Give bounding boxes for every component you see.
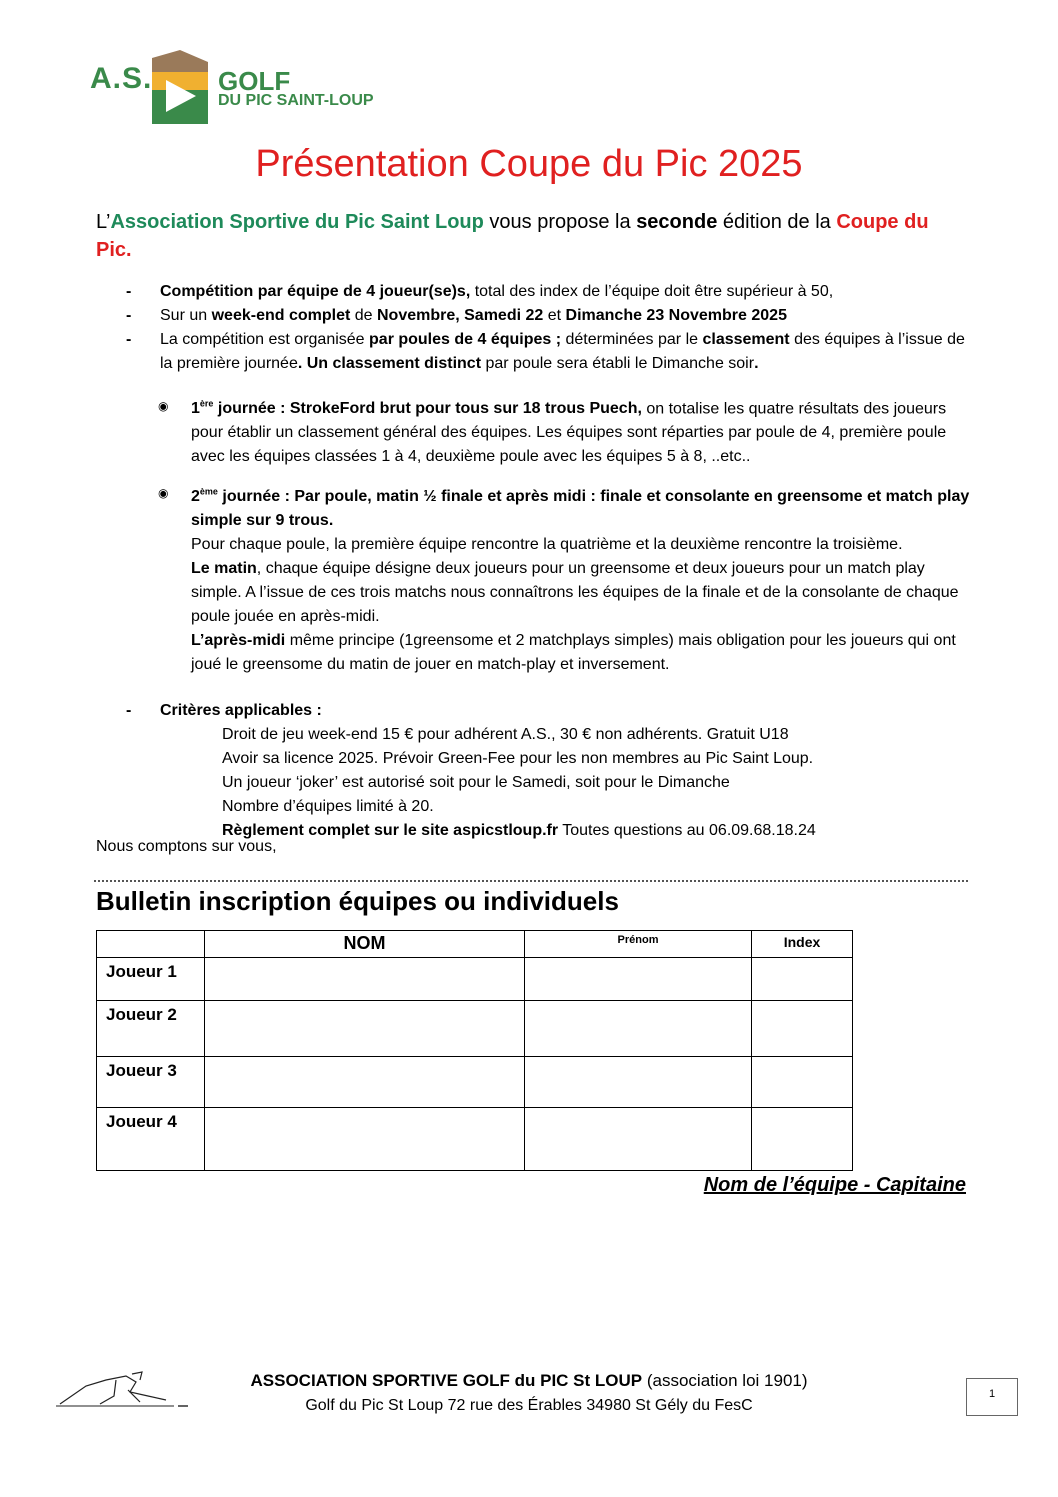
intro-text-3: édition de la [717, 211, 837, 233]
closing-line: Nous comptons sur vous, [96, 838, 277, 855]
header-prenom: Prénom [525, 931, 752, 958]
page-title: Présentation Coupe du Pic 2025 [255, 143, 803, 185]
page-number: 1 [966, 1378, 1018, 1416]
criteria-item: Un joueur ‘joker’ est autorisé soit pour le Samedi, soit pour le Dimanche [222, 773, 730, 791]
player-label: Joueur 2 [97, 1001, 205, 1057]
index-input[interactable] [752, 958, 853, 1001]
footer-org-type: (association loi 1901) [642, 1371, 808, 1390]
table-row [97, 958, 853, 1001]
logo-subtitle: DU PIC SAINT-LOUP [218, 92, 374, 109]
coupe-name: Coupe du Pic. [96, 211, 929, 261]
item3-bold: classement distinct [332, 355, 482, 372]
item1-text: total des index de l’équipe doit être supérieur à 50, [470, 283, 834, 300]
dash-bullet: - [126, 283, 132, 300]
item1-bold: Compétition par équipe de 4 joueur(se)s, [160, 283, 471, 300]
header-nom: NOM [205, 931, 525, 958]
table-row [97, 1001, 853, 1057]
contact-phone: Toutes questions au 06.09.68.18.24 [558, 821, 816, 839]
item3-bold: . [754, 355, 759, 372]
bulletin-title: Bulletin inscription équipes ou individuels [96, 886, 619, 916]
dash-bullet: - [126, 701, 132, 719]
footer-organization [0, 1371, 1058, 1391]
day1-block [96, 392, 976, 469]
criteria-title: Critères applicables : [160, 701, 322, 719]
item3-text: déterminées par le [561, 331, 703, 348]
dotted-divider [94, 880, 968, 882]
criteria-block [96, 699, 976, 723]
index-input[interactable] [752, 1001, 853, 1057]
table-row [97, 1057, 853, 1108]
prenom-input[interactable] [525, 1057, 752, 1108]
index-input[interactable] [752, 1108, 853, 1171]
item2-text: de [350, 307, 377, 324]
dash-bullet: - [126, 307, 132, 324]
day2-line1: Pour chaque poule, la première équipe rencontre la quatrième et la deuxième rencontre la troisième. [191, 535, 903, 553]
item3-text: La compétition est organisée [160, 331, 370, 348]
item2-bold: Dimanche 23 Novembre 2025 [565, 307, 787, 324]
table-header-row [97, 931, 853, 958]
criteria-item: Droit de jeu week-end 15 € pour adhérent A.S., 30 € non adhérents. Gratuit U18 [222, 725, 789, 743]
player-label: Joueur 1 [97, 958, 205, 1001]
item2-bold: week-end complet [211, 307, 351, 324]
day2-matin: Le matin [191, 559, 257, 577]
day2-line2: , chaque équipe désigne deux joueurs pour un greensome et deux joueurs pour un match play simple. A l’issue de ces trois matchs nous connaîtrons les équipes de la finale et de la consolante de chaque poule jouée en après-midi. [191, 559, 959, 625]
prenom-input[interactable] [525, 1108, 752, 1171]
intro-seconde: seconde [636, 211, 718, 233]
prenom-input[interactable] [525, 958, 752, 1001]
nom-input[interactable] [205, 1057, 525, 1108]
item2-text: Sur un [160, 307, 212, 324]
list-item [96, 328, 976, 376]
item3-bold: . Un [297, 355, 333, 372]
dash-bullet: - [126, 331, 132, 348]
logo-golf-text: GOLF [218, 66, 291, 96]
radio-bullet-icon: ◉ [158, 399, 169, 413]
item2-bold: Novembre, Samedi 22 [376, 307, 544, 324]
header-index: Index [752, 931, 853, 958]
logo-as-text: A.S. [90, 62, 153, 95]
radio-bullet-icon: ◉ [158, 486, 169, 501]
team-name-label: Nom de l’équipe - Capitaine [703, 1174, 966, 1196]
item3-bold: par poules de 4 équipes ; [369, 331, 562, 348]
association-name: Association Sportive du Pic Saint Loup [110, 211, 484, 233]
list-item [96, 304, 976, 328]
prenom-input[interactable] [525, 1001, 752, 1057]
registration-table [96, 930, 853, 1171]
day2-heading: 2ème journée : Par poule, matin ½ finale et après midi : finale et consolante en greensome et match play simple sur 9 trous. [191, 486, 970, 529]
player-label: Joueur 4 [97, 1108, 205, 1171]
day2-apres: L’après-midi [191, 631, 286, 649]
header-empty [97, 931, 205, 958]
footer-org-name: ASSOCIATION SPORTIVE GOLF du PIC St LOUP [250, 1371, 643, 1390]
nom-input[interactable] [205, 1108, 525, 1171]
item2-text: et [543, 307, 566, 324]
golf-logo-icon [150, 50, 210, 124]
intro-text-2: vous propose la [483, 211, 637, 233]
list-item [96, 280, 976, 304]
intro-text-1: L’ [96, 211, 111, 233]
nom-input[interactable] [205, 1001, 525, 1057]
item3-bold: classement [702, 331, 790, 348]
item3-text: par poule sera établi le Dimanche soir [481, 355, 755, 372]
day2-block [96, 479, 976, 676]
nom-input[interactable] [205, 958, 525, 1001]
day1-text: on totalise les quatre résultats des joueurs pour établir un classement général des équipes. Les équipes sont réparties par poule de 4, première poule avec les équipes classées 1 à 4, deuxième poule avec les équipes 5 à 8, ..etc.. [191, 400, 947, 466]
reglement-link-text[interactable]: Règlement complet sur le site aspicstloup.fr [222, 821, 559, 839]
intro-paragraph [96, 208, 966, 264]
footer-address: Golf du Pic St Loup 72 rue des Érables 34980 St Gély du FesC [305, 1397, 753, 1414]
criteria-item: Nombre d’équipes limité à 20. [222, 797, 434, 815]
day2-line3: même principe (1greensome et 2 matchplays simples) mais obligation pour les joueurs qui ont joué le greensome du matin de jouer en match-play et inversement. [191, 631, 956, 673]
index-input[interactable] [752, 1057, 853, 1108]
item3-text: des équipes à l’issue de la première journée [160, 331, 965, 372]
competition-details [96, 280, 976, 843]
criteria-item: Avoir sa licence 2025. Prévoir Green-Fee pour les non membres au Pic Saint Loup. [222, 749, 814, 767]
table-row [97, 1108, 853, 1171]
day1-heading: 1ère journée : StrokeFord brut pour tous sur 18 trous Puech, [191, 399, 642, 418]
player-label: Joueur 3 [97, 1057, 205, 1108]
